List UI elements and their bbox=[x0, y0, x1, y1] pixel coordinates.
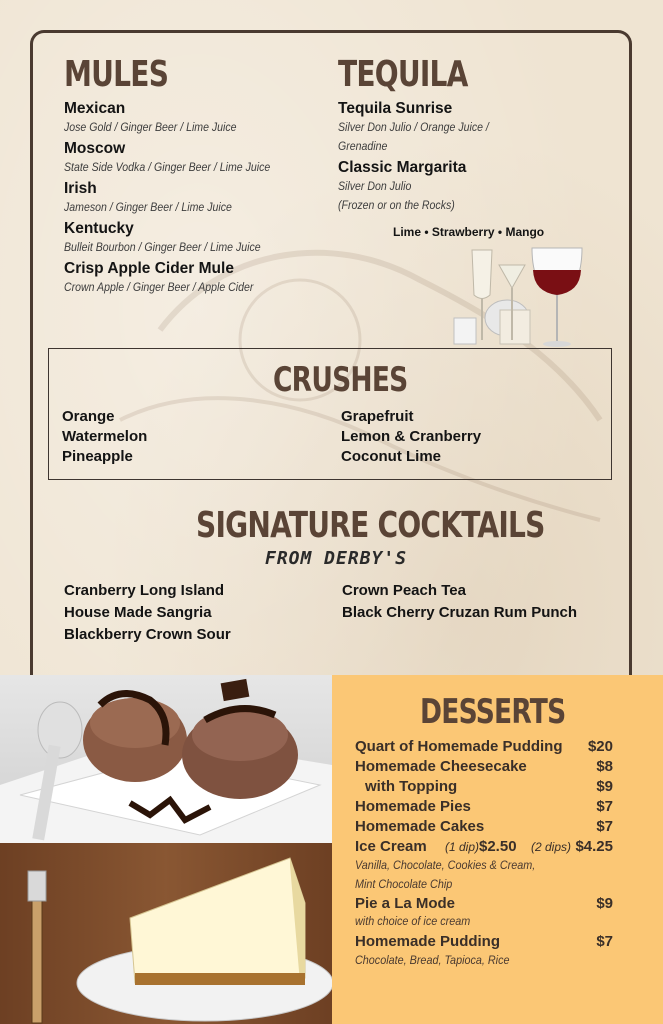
mule-item bbox=[64, 219, 324, 257]
mule-desc: Crown Apple / Ginger Beer / Apple Cider bbox=[64, 280, 254, 294]
dessert-name: Ice Cream bbox=[355, 838, 427, 855]
dessert-price: $20 bbox=[587, 738, 613, 755]
dessert-row bbox=[355, 818, 613, 836]
dessert-name: with Topping bbox=[365, 778, 458, 795]
margarita-flavors: Lime • Strawberry • Mango bbox=[393, 225, 545, 239]
signature-item: Crown Peach Tea bbox=[342, 582, 466, 599]
tequila-sunrise-desc: Silver Don Julio / Orange Juice / bbox=[338, 120, 489, 134]
mule-desc: State Side Vodka / Ginger Beer / Lime Juice bbox=[64, 160, 271, 174]
ice-cream-photo bbox=[0, 675, 332, 843]
signature-item: Black Cherry Cruzan Rum Punch bbox=[342, 604, 578, 621]
mule-desc: Jameson / Ginger Beer / Lime Juice bbox=[64, 200, 232, 214]
mule-item bbox=[64, 99, 324, 137]
mule-name: Crisp Apple Cider Mule bbox=[64, 260, 234, 277]
mule-desc: Bulleit Bourbon / Ginger Beer / Lime Juice bbox=[64, 240, 261, 254]
dessert-price: $7 bbox=[596, 933, 613, 950]
mule-desc: Jose Gold / Ginger Beer / Lime Juice bbox=[64, 120, 237, 134]
dessert-price: $7 bbox=[596, 798, 613, 815]
dessert-name: Quart of Homemade Pudding bbox=[355, 738, 563, 755]
ice-cream-illustration bbox=[0, 675, 332, 843]
cheesecake-photo bbox=[0, 843, 332, 1024]
signature-list-left bbox=[64, 580, 231, 646]
crush-item: Lemon & Cranberry bbox=[341, 428, 482, 445]
dessert-row bbox=[355, 933, 613, 951]
dessert-desc: Mint Chocolate Chip bbox=[355, 877, 453, 891]
mule-item bbox=[64, 259, 324, 297]
mule-name: Irish bbox=[64, 180, 97, 197]
dessert-row bbox=[355, 758, 613, 776]
dessert-row bbox=[355, 895, 613, 913]
crush-item: Coconut Lime bbox=[341, 448, 441, 465]
margarita-desc-cont: (Frozen or on the Rocks) bbox=[338, 198, 455, 212]
ice-cream-dip-label: (2 dips) bbox=[531, 840, 572, 854]
ice-cream-dip-label: (1 dip) bbox=[445, 840, 480, 854]
margarita-desc: Silver Don Julio bbox=[338, 179, 412, 193]
mule-item bbox=[64, 139, 324, 177]
dessert-row-ice-cream bbox=[355, 838, 613, 856]
crush-item: Watermelon bbox=[62, 428, 148, 445]
crush-item: Orange bbox=[62, 408, 115, 425]
dessert-name: Homemade Pudding bbox=[355, 933, 501, 950]
ice-cream-price: $2.50 bbox=[479, 838, 517, 855]
mule-name: Moscow bbox=[64, 140, 126, 157]
tequila-sunrise-desc-cont: Grenadine bbox=[338, 139, 388, 153]
dessert-price: $7 bbox=[596, 818, 613, 835]
mule-name: Mexican bbox=[64, 100, 126, 117]
crushes-heading: CRUSHES bbox=[273, 360, 408, 400]
crush-item: Pineapple bbox=[62, 448, 133, 465]
mules-heading: MULES bbox=[64, 54, 169, 95]
dessert-desc: Chocolate, Bread, Tapioca, Rice bbox=[355, 953, 510, 967]
cocktail-glasses-image bbox=[452, 240, 587, 350]
crushes-list-left bbox=[62, 407, 147, 467]
dessert-name: Homemade Pies bbox=[355, 798, 471, 815]
desserts-heading: DESSERTS bbox=[420, 692, 566, 732]
signature-list-right bbox=[342, 580, 577, 624]
mules-list bbox=[64, 99, 324, 297]
crushes-list-right bbox=[341, 407, 481, 467]
dessert-name: Homemade Cakes bbox=[355, 818, 485, 835]
dessert-name: Homemade Cheesecake bbox=[355, 758, 527, 775]
signature-subtitle: FROM DERBY'S bbox=[265, 548, 408, 569]
tequila-heading: TEQUILA bbox=[338, 54, 468, 95]
tequila-sunrise-name: Tequila Sunrise bbox=[338, 100, 453, 117]
margarita-name: Classic Margarita bbox=[338, 159, 467, 176]
dessert-row bbox=[355, 778, 613, 796]
crush-item: Grapefruit bbox=[341, 408, 414, 425]
mule-item bbox=[64, 179, 324, 217]
signature-heading: SIGNATURE COCKTAILS bbox=[196, 505, 545, 546]
dessert-price: $8 bbox=[596, 758, 613, 775]
dessert-price: $9 bbox=[596, 778, 613, 795]
dessert-desc: Vanilla, Chocolate, Cookies & Cream, bbox=[355, 858, 536, 872]
signature-item: Blackberry Crown Sour bbox=[64, 626, 231, 643]
dessert-desc: with choice of ice cream bbox=[355, 914, 471, 928]
dessert-row bbox=[355, 798, 613, 816]
signature-item: Cranberry Long Island bbox=[64, 582, 225, 599]
ice-cream-price: $4.25 bbox=[575, 838, 613, 855]
tequila-list bbox=[338, 99, 608, 215]
dessert-row bbox=[355, 738, 613, 756]
signature-item: House Made Sangria bbox=[64, 604, 212, 621]
dessert-price: $9 bbox=[596, 895, 613, 912]
mule-name: Kentucky bbox=[64, 220, 134, 237]
dessert-name: Pie a La Mode bbox=[355, 895, 456, 912]
cheesecake-illustration bbox=[0, 843, 332, 1024]
